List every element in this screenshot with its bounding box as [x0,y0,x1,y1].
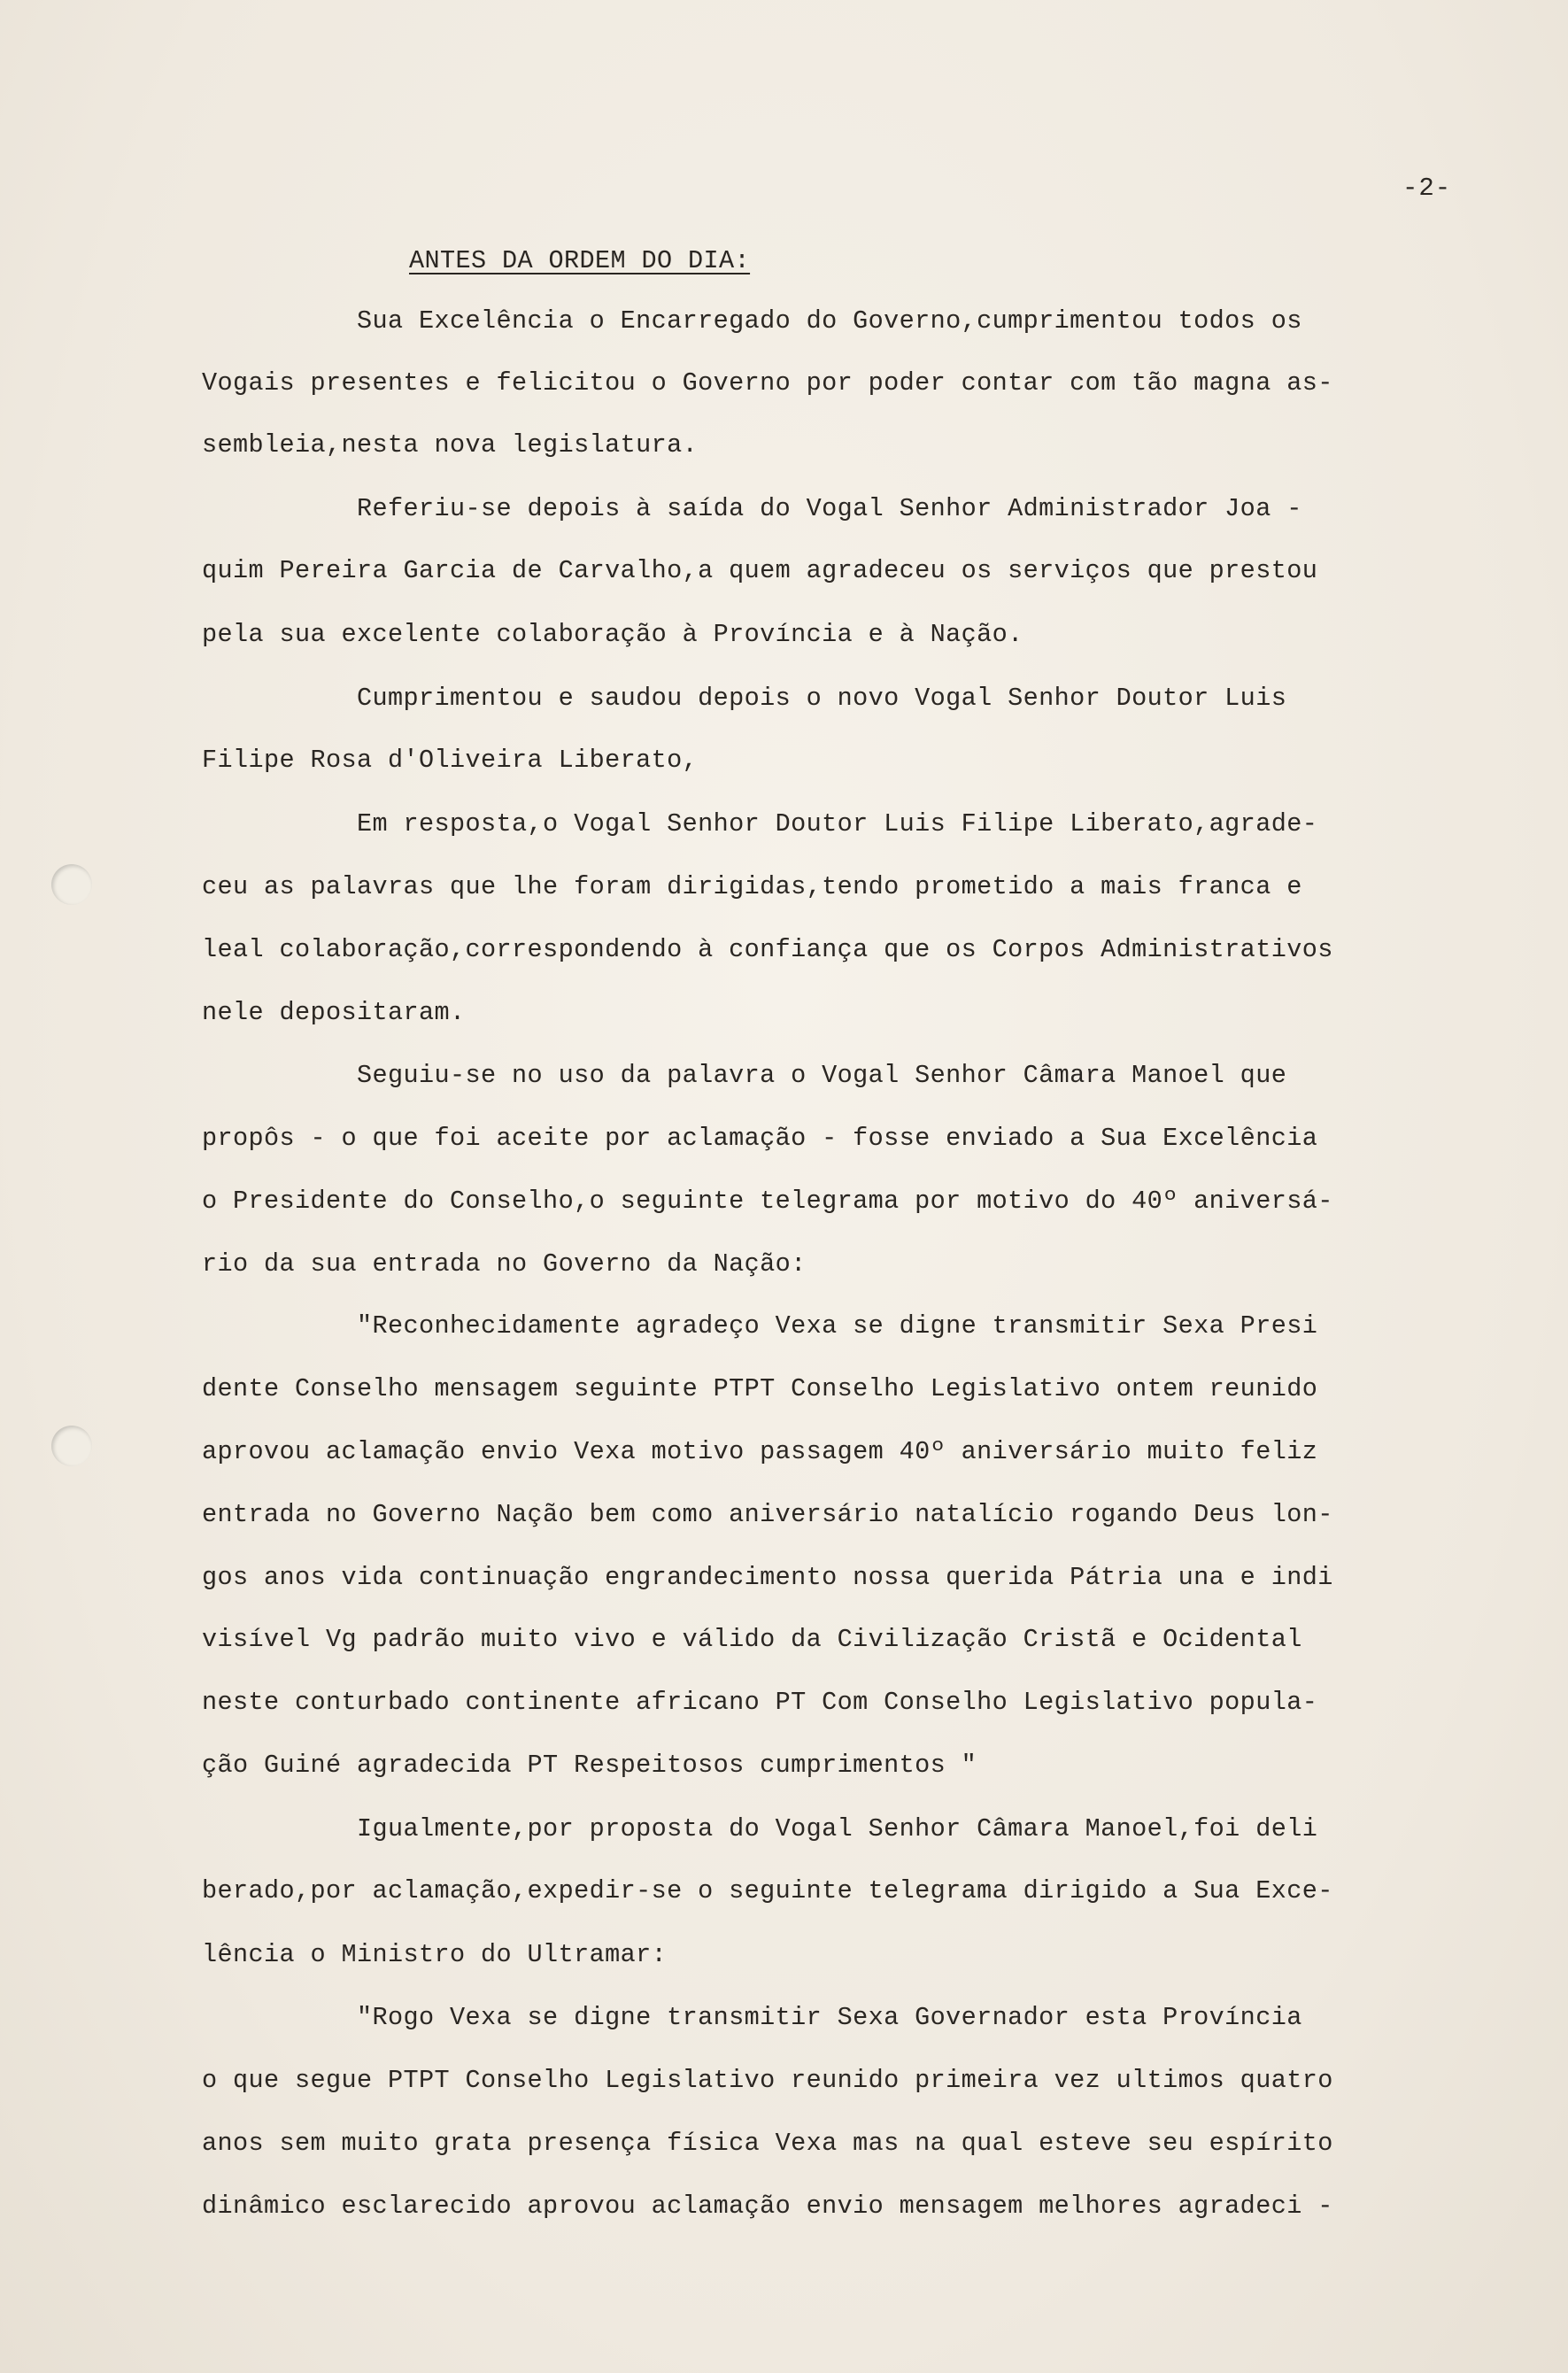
punch-hole [51,864,92,905]
text-line: visível Vg padrão muito vivo e válido da Civilização Cristã e Ocidental [202,1625,1302,1654]
section-heading: ANTES DA ORDEM DO DIA: [409,246,751,275]
text-line: neste conturbado continente africano PT Com Conselho Legislativo popula- [202,1688,1318,1717]
text-line: ceu as palavras que lhe foram dirigidas,tendo prometido a mais franca e [202,872,1302,901]
text-line: Sua Excelência o Encarregado do Governo,cumprimentou todos os [202,306,1302,336]
text-line: Vogais presentes e felicitou o Governo por poder contar com tão magna as- [202,368,1333,398]
text-line: Seguiu-se no uso da palavra o Vogal Senhor Câmara Manoel que [202,1061,1287,1090]
text-line: aprovou aclamação envio Vexa motivo passagem 40º aniversário muito feliz [202,1437,1318,1466]
text-line: lência o Ministro do Ultramar: [202,1940,668,1969]
text-line: rio da sua entrada no Governo da Nação: [202,1249,807,1279]
text-line: nele depositaram. [202,998,466,1027]
page-number: -2- [1402,174,1452,203]
text-line: Igualmente,por proposta do Vogal Senhor Câmara Manoel,foi deli [202,1814,1318,1844]
text-line: "Reconhecidamente agradeço Vexa se digne transmitir Sexa Presi [202,1311,1318,1341]
text-line: "Rogo Vexa se digne transmitir Sexa Governador esta Província [202,2003,1302,2032]
text-line: Cumprimentou e saudou depois o novo Vogal Senhor Doutor Luis [202,684,1287,713]
text-line: leal colaboração,correspondendo à confiança que os Corpos Administrativos [202,935,1333,964]
text-line: propôs - o que foi aceite por aclamação - fosse enviado a Sua Excelência [202,1124,1318,1153]
text-line: dinâmico esclarecido aprovou aclamação envio mensagem melhores agradeci - [202,2191,1333,2221]
text-line: Filipe Rosa d'Oliveira Liberato, [202,746,699,775]
text-line: quim Pereira Garcia de Carvalho,a quem agradeceu os serviços que prestou [202,556,1318,585]
text-line: o Presidente do Conselho,o seguinte telegrama por motivo do 40º aniversá- [202,1186,1333,1216]
text-line: ção Guiné agradecida PT Respeitosos cumprimentos " [202,1751,977,1780]
text-line: Referiu-se depois à saída do Vogal Senhor Administrador Joa - [202,494,1302,523]
text-line: entrada no Governo Nação bem como aniversário natalício rogando Deus lon- [202,1500,1333,1529]
text-line: anos sem muito grata presença física Vexa mas na qual esteve seu espírito [202,2129,1333,2158]
text-line: Em resposta,o Vogal Senhor Doutor Luis Filipe Liberato,agrade- [202,809,1318,839]
text-line: sembleia,nesta nova legislatura. [202,430,699,460]
text-line: dente Conselho mensagem seguinte PTPT Conselho Legislativo ontem reunido [202,1374,1318,1403]
text-line: gos anos vida continuação engrandecimento nossa querida Pátria una e indi [202,1563,1333,1592]
text-line: o que segue PTPT Conselho Legislativo reunido primeira vez ultimos quatro [202,2066,1333,2095]
text-line: pela sua excelente colaboração à Província e à Nação. [202,620,1023,649]
punch-hole [51,1426,92,1466]
text-line: berado,por aclamação,expedir-se o seguinte telegrama dirigido a Sua Exce- [202,1876,1333,1905]
